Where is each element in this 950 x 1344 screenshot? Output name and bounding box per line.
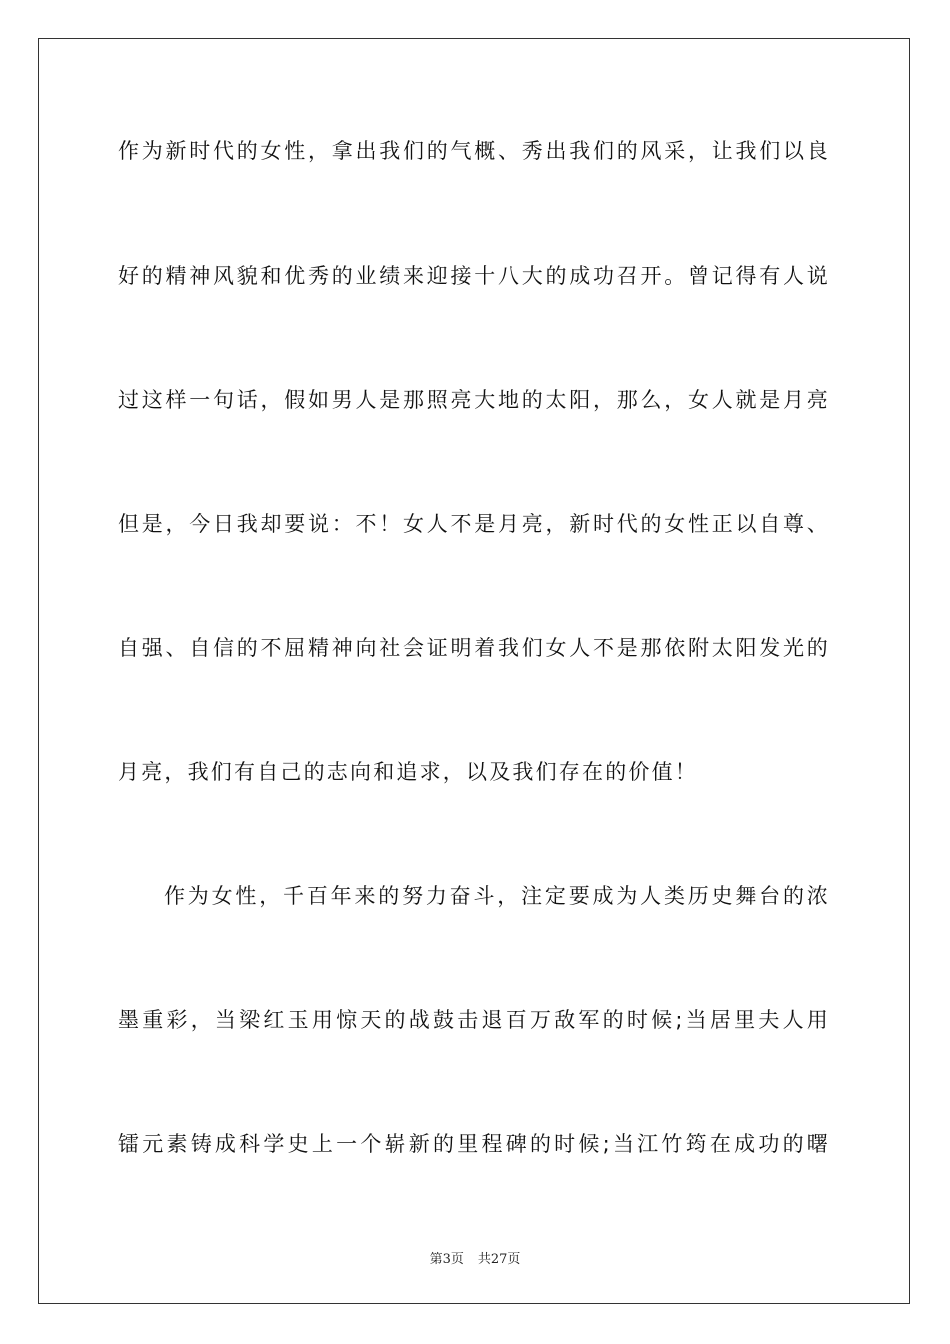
- paragraph-line-7: 作为女性，千百年来的努力奋斗，注定要成为人类历史舞台的浓: [164, 884, 830, 908]
- paragraph-line-2: 好的精神风貌和优秀的业绩来迎接十八大的成功召开。曾记得有人说: [118, 264, 830, 288]
- paragraph-line-3: 过这样一句话，假如男人是那照亮大地的太阳，那么，女人就是月亮: [118, 388, 830, 412]
- paragraph-line-9: 镭元素铸成科学史上一个崭新的里程碑的时候;当江竹筠在成功的曙: [118, 1132, 830, 1156]
- page-number: 第3页: [429, 1252, 464, 1267]
- paragraph-line-1: 作为新时代的女性，拿出我们的气概、秀出我们的风采，让我们以良: [118, 139, 830, 163]
- paragraph-line-6: 月亮，我们有自己的志向和追求，以及我们存在的价值！: [118, 760, 698, 784]
- paragraph-line-8: 墨重彩，当梁红玉用惊天的战鼓击退百万敌军的时候;当居里夫人用: [118, 1008, 830, 1032]
- page-total: 共27页: [477, 1252, 521, 1267]
- paragraph-line-4: 但是，今日我却要说：不！女人不是月亮，新时代的女性正以自尊、: [118, 512, 830, 536]
- paragraph-line-5: 自强、自信的不屈精神向社会证明着我们女人不是那依附太阳发光的: [118, 636, 830, 660]
- page-footer: [0, 1248, 950, 1267]
- page-frame: [38, 38, 910, 1304]
